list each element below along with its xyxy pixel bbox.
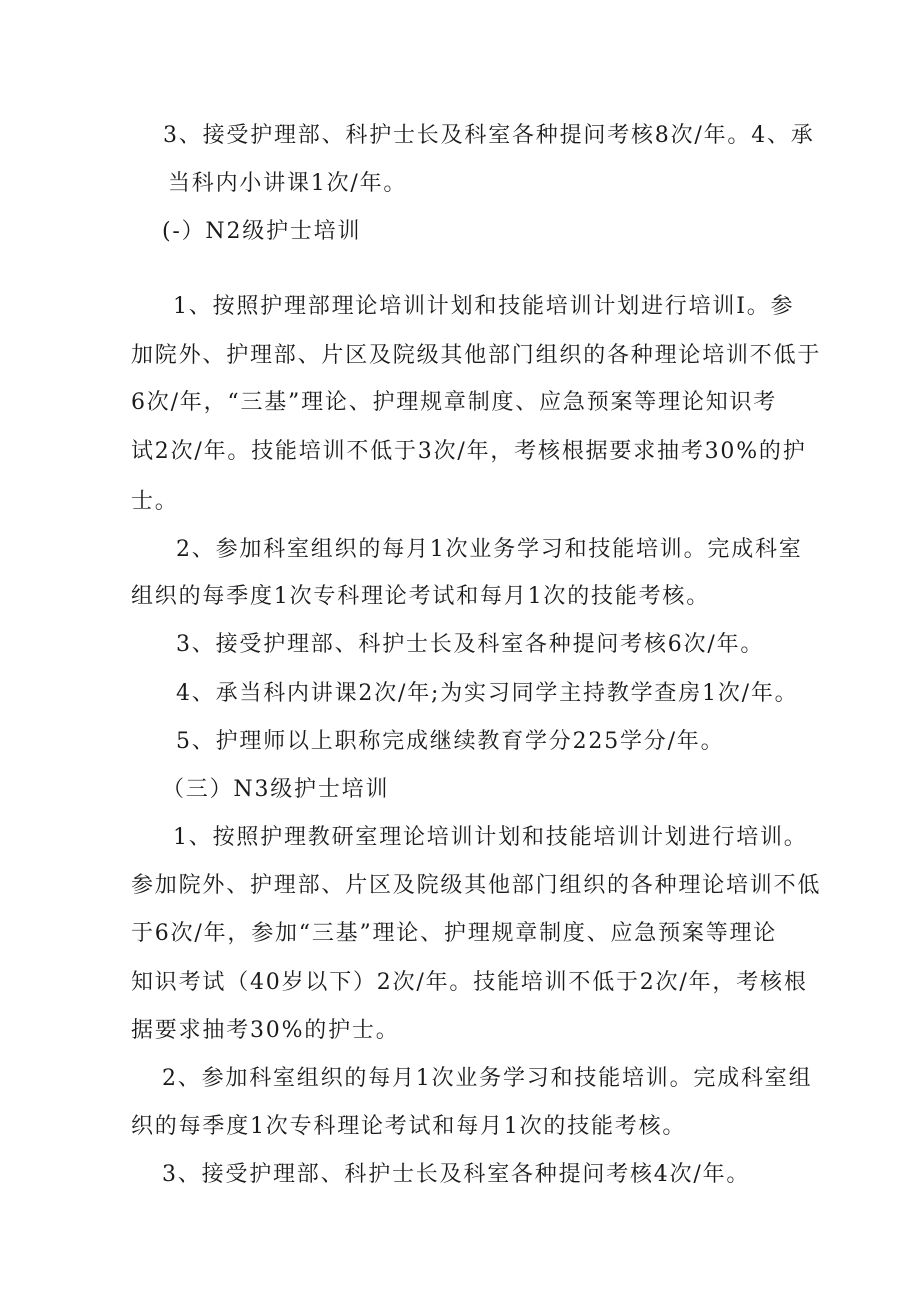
text-line: 5、护理师以上职称完成继续教育学分225学分/年。 <box>176 729 725 754</box>
text-line: 加院外、护理部、片区及院级其他部门组织的各种理论培训不低于 <box>131 343 822 368</box>
text-line: 织的每季度1次专科理论考试和每月1次的技能考核。 <box>131 1114 687 1139</box>
text-line: 2、参加科室组织的每月1次业务学习和技能培训。完成科室组 <box>162 1066 813 1091</box>
text-line: 2、参加科室组织的每月1次业务学习和技能培训。完成科室 <box>176 537 803 562</box>
text-line: 参加院外、护理部、片区及院级其他部门组织的各种理论培训不低 <box>131 873 822 898</box>
text-line: 据要求抽考30%的护士。 <box>131 1018 400 1043</box>
text-line: 1、按照护理教研室理论培训计划和技能培训计划进行培训。 <box>173 825 808 850</box>
text-line: 士。 <box>131 489 179 514</box>
text-line: 试2次/年。技能培训不低于3次/年，考核根据要求抽考30%的护 <box>131 439 807 464</box>
text-line: 4、承当科内讲课2次/年;为实习同学主持教学查房1次/年。 <box>176 681 799 706</box>
text-line: 知识考试（40岁以下）2次/年。技能培训不低于2次/年，考核根 <box>131 970 808 995</box>
section-heading-n2: (-）N2级护士培训 <box>162 219 362 244</box>
text-line: 当科内小讲课1次/年。 <box>168 171 408 196</box>
text-line: 于6次/年，参加“三基”理论、护理规章制度、应急预案等理论 <box>131 921 778 946</box>
text-line: 1、按照护理部理论培训计划和技能培训计划进行培训I。参 <box>173 294 795 319</box>
text-line: 3、接受护理部、科护士长及科室各种提问考核4次/年。 <box>162 1162 751 1187</box>
section-heading-n3: （三）N3级护士培训 <box>162 777 390 802</box>
text-line: 3、接受护理部、科护士长及科室各种提问考核8次/年。4、承 <box>163 123 815 148</box>
text-line: 组织的每季度1次专科理论考试和每月1次的技能考核。 <box>131 584 710 609</box>
text-line: 3、接受护理部、科护士长及科室各种提问考核6次/年。 <box>176 632 765 657</box>
text-line: 6次/年，“三基”理论、护理规章制度、应急预案等理论知识考 <box>131 390 778 415</box>
